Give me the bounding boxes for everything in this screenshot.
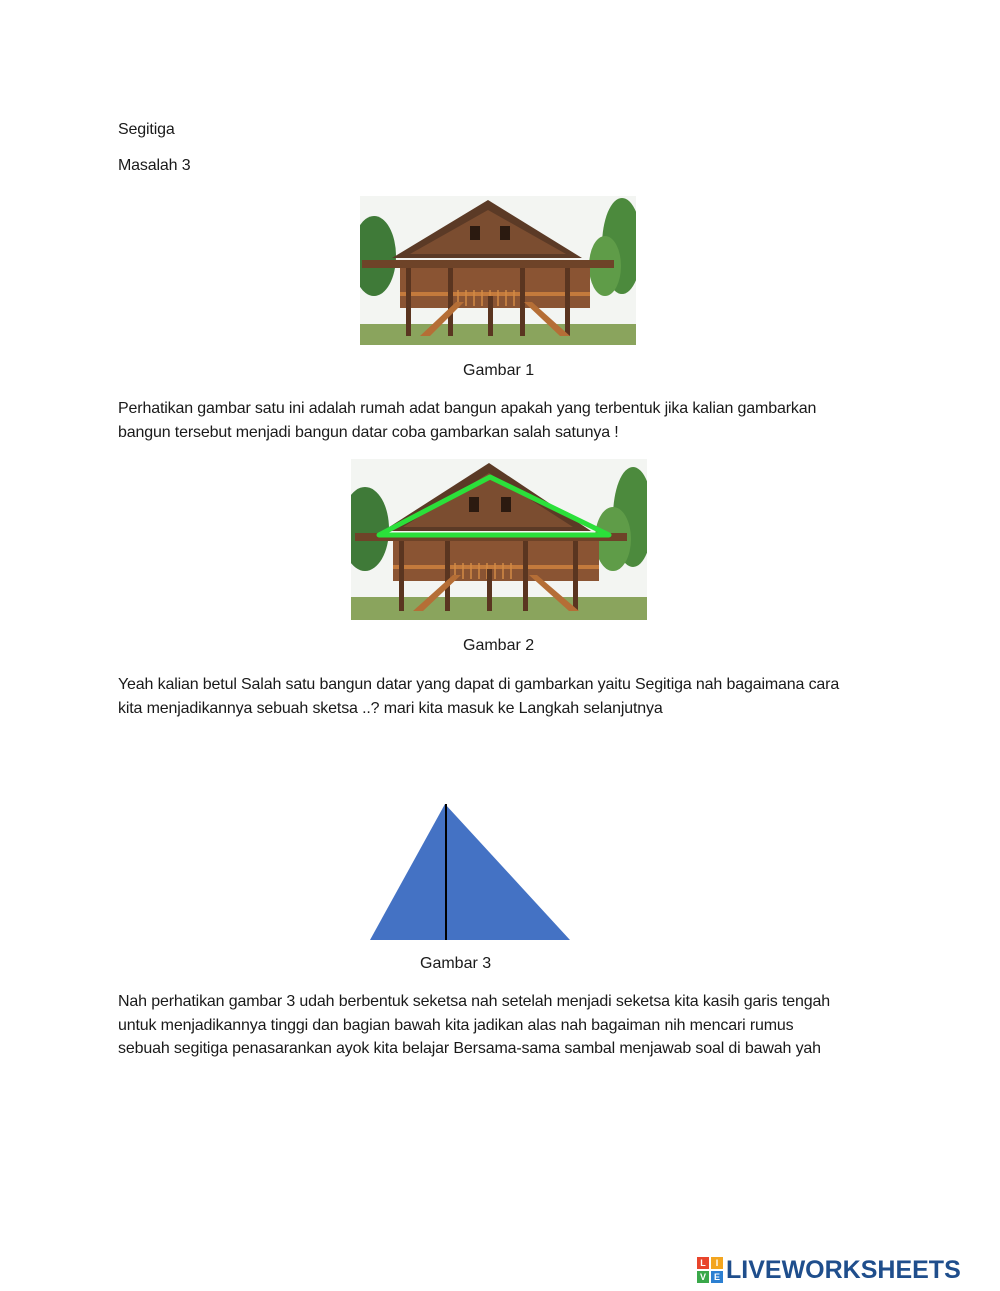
figure-caption-1: Gambar 1 — [463, 362, 535, 379]
logo-block-e: E — [711, 1271, 723, 1283]
logo-block-l: L — [697, 1257, 709, 1269]
paragraph-2 — [118, 673, 878, 720]
paragraph-3-line-3: sebuah segitiga penasarankan ayok kita belajar Bersama-sama sambal menjawab soal di bawah yah — [118, 1040, 821, 1057]
paragraph-1 — [118, 397, 878, 444]
triangle-sketch — [368, 802, 572, 942]
house-photo-1 — [360, 196, 636, 345]
liveworksheets-logo — [697, 1256, 961, 1284]
figure-caption-2: Gambar 2 — [463, 637, 535, 654]
house-photo-2 — [351, 459, 647, 620]
paragraph-1-line-2: bangun tersebut menjadi bangun datar coba gambarkan salah satunya ! — [118, 423, 619, 441]
paragraph-2-line-1: Yeah kalian betul Salah satu bangun datar yang dapat di gambarkan yaitu Segitiga nah bagaimana cara — [118, 676, 840, 693]
figure-caption-3: Gambar 3 — [420, 955, 492, 972]
triangle-shape — [370, 804, 570, 940]
logo-block-v: V — [697, 1271, 709, 1283]
paragraph-1-line-1: Perhatikan gambar satu ini adalah rumah adat bangun apakah yang terbentuk jika kalian gambarkan — [118, 400, 817, 417]
logo-block-i: I — [711, 1257, 723, 1269]
logo-blocks-icon — [697, 1257, 723, 1283]
logo-text: LIVEWORKSHEETS — [726, 1255, 961, 1284]
page-title: Segitiga — [118, 121, 175, 138]
paragraph-3-line-2: untuk menjadikannya tinggi dan bagian bawah kita jadikan alas nah bagaiman nih mencari rumus — [118, 1016, 794, 1034]
paragraph-3 — [118, 990, 878, 1061]
problem-label: Masalah 3 — [118, 157, 191, 174]
paragraph-2-line-2: kita menjadikannya sebuah sketsa ..? mari kita masuk ke Langkah selanjutnya — [118, 699, 663, 717]
paragraph-3-line-1: Nah perhatikan gambar 3 udah berbentuk seketsa nah setelah menjadi seketsa kita kasih garis tengah — [118, 993, 830, 1010]
